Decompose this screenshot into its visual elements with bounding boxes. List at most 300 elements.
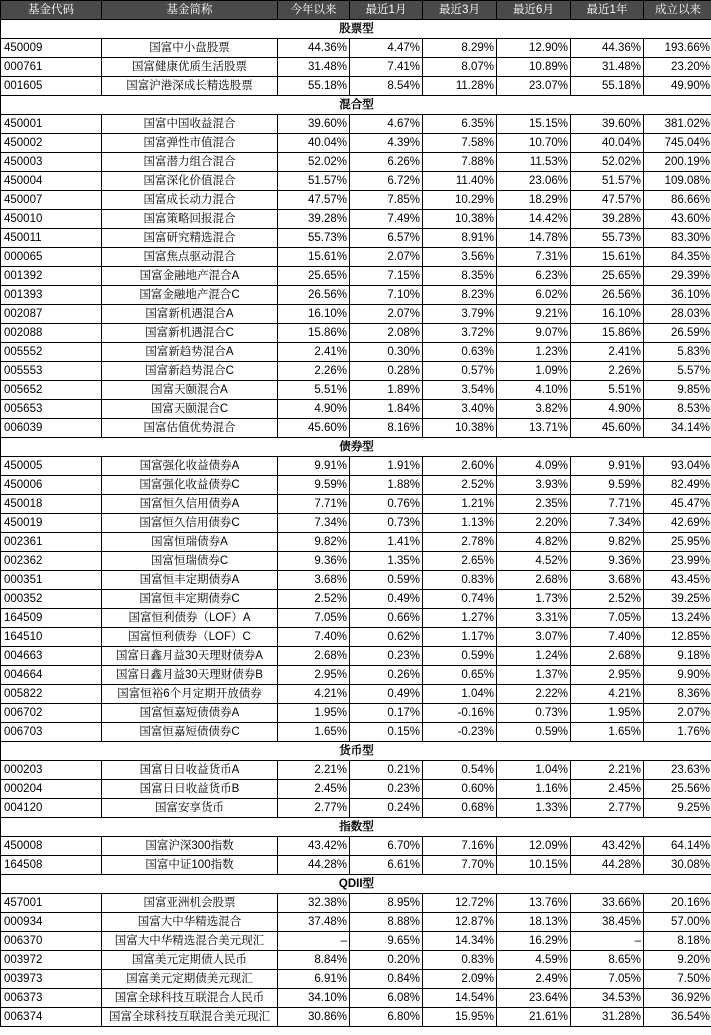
- return-1y: 9.91%: [571, 457, 644, 476]
- return-1m: 9.65%: [350, 932, 423, 951]
- table-row: [1, 932, 711, 951]
- fund-code: 005652: [1, 381, 102, 400]
- fund-name: 国富恒利债券（LOF）C: [102, 628, 278, 647]
- return-since-inception: 2.07%: [644, 704, 711, 723]
- return-1m: 0.20%: [350, 951, 423, 970]
- table-row: [1, 248, 711, 267]
- return-1m: 0.84%: [350, 970, 423, 989]
- return-1m: 7.15%: [350, 267, 423, 286]
- return-1m: 4.67%: [350, 115, 423, 134]
- table-row: [1, 951, 711, 970]
- return-since-inception: 64.14%: [644, 837, 711, 856]
- return-since-inception: 8.18%: [644, 932, 711, 951]
- return-since-inception: 9.90%: [644, 666, 711, 685]
- fund-name: 国富健康优质生活股票: [102, 58, 278, 77]
- fund-name: 国富新机遇混合A: [102, 305, 278, 324]
- fund-code: 164508: [1, 856, 102, 875]
- ytd-return: 9.36%: [278, 552, 350, 571]
- table-row: [1, 647, 711, 666]
- return-since-inception: 23.99%: [644, 552, 711, 571]
- return-6m: 9.21%: [497, 305, 571, 324]
- return-1y: 31.28%: [571, 1008, 644, 1027]
- table-row: [1, 381, 711, 400]
- return-1y: 43.42%: [571, 837, 644, 856]
- return-3m: 1.21%: [423, 495, 497, 514]
- return-1y: 2.45%: [571, 780, 644, 799]
- return-6m: 10.70%: [497, 134, 571, 153]
- table-row: [1, 77, 711, 96]
- return-1y: 34.53%: [571, 989, 644, 1008]
- return-since-inception: 20.16%: [644, 894, 711, 913]
- return-6m: 0.73%: [497, 704, 571, 723]
- table-row: [1, 894, 711, 913]
- ytd-return: 45.60%: [278, 419, 350, 438]
- fund-code: 002361: [1, 533, 102, 552]
- fund-name: 国富恒丰定期债券C: [102, 590, 278, 609]
- fund-name: 国富沪港深成长精选股票: [102, 77, 278, 96]
- ytd-return: 8.84%: [278, 951, 350, 970]
- table-row: [1, 514, 711, 533]
- return-3m: 2.65%: [423, 552, 497, 571]
- return-6m: 23.06%: [497, 172, 571, 191]
- header-6m: 最近6月: [497, 1, 571, 20]
- return-1m: 8.95%: [350, 894, 423, 913]
- table-row: [1, 913, 711, 932]
- return-1y: 9.36%: [571, 552, 644, 571]
- table-row: [1, 533, 711, 552]
- return-6m: 0.59%: [497, 723, 571, 742]
- return-3m: 8.23%: [423, 286, 497, 305]
- table-row: [1, 172, 711, 191]
- ytd-return: 2.41%: [278, 343, 350, 362]
- return-6m: 6.02%: [497, 286, 571, 305]
- return-1y: 15.61%: [571, 248, 644, 267]
- ytd-return: 7.05%: [278, 609, 350, 628]
- fund-code: 164510: [1, 628, 102, 647]
- fund-name: 国富研究精选混合: [102, 229, 278, 248]
- ytd-return: 15.86%: [278, 324, 350, 343]
- return-3m: 7.16%: [423, 837, 497, 856]
- fund-name: 国富成长动力混合: [102, 191, 278, 210]
- return-3m: 2.60%: [423, 457, 497, 476]
- return-3m: 12.87%: [423, 913, 497, 932]
- return-1y: 4.21%: [571, 685, 644, 704]
- fund-code: 004663: [1, 647, 102, 666]
- ytd-return: 7.71%: [278, 495, 350, 514]
- return-1y: 1.65%: [571, 723, 644, 742]
- table-row: [1, 419, 711, 438]
- table-row: [1, 989, 711, 1008]
- fund-name: 国富日鑫月益30天理财债券B: [102, 666, 278, 685]
- fund-name: 国富大中华精选混合: [102, 913, 278, 932]
- return-1y: –: [571, 932, 644, 951]
- return-1m: 1.91%: [350, 457, 423, 476]
- return-3m: 11.40%: [423, 172, 497, 191]
- return-1y: 5.51%: [571, 381, 644, 400]
- fund-code: 450009: [1, 39, 102, 58]
- ytd-return: 5.51%: [278, 381, 350, 400]
- return-1y: 3.68%: [571, 571, 644, 590]
- return-3m: 2.52%: [423, 476, 497, 495]
- fund-code: 000761: [1, 58, 102, 77]
- table-row: [1, 761, 711, 780]
- return-3m: 0.63%: [423, 343, 497, 362]
- fund-name: 国富恒嘉短债债券A: [102, 704, 278, 723]
- fund-code: 006702: [1, 704, 102, 723]
- return-1m: 8.54%: [350, 77, 423, 96]
- return-1y: 33.66%: [571, 894, 644, 913]
- return-1y: 9.59%: [571, 476, 644, 495]
- table-row: [1, 970, 711, 989]
- ytd-return: 55.18%: [278, 77, 350, 96]
- fund-name: 国富安享货币: [102, 799, 278, 818]
- return-6m: 13.76%: [497, 894, 571, 913]
- header-ytd: 今年以来: [278, 1, 350, 20]
- return-1m: 8.88%: [350, 913, 423, 932]
- table-row: [1, 856, 711, 875]
- return-since-inception: 200.19%: [644, 153, 711, 172]
- return-since-inception: 5.57%: [644, 362, 711, 381]
- header-since-inception: 成立以来: [644, 1, 711, 20]
- table-row: [1, 457, 711, 476]
- return-1y: 7.71%: [571, 495, 644, 514]
- return-since-inception: 193.66%: [644, 39, 711, 58]
- table-row: [1, 305, 711, 324]
- return-1m: 0.49%: [350, 590, 423, 609]
- return-1y: 44.36%: [571, 39, 644, 58]
- ytd-return: 39.60%: [278, 115, 350, 134]
- return-3m: 10.38%: [423, 210, 497, 229]
- return-6m: 14.78%: [497, 229, 571, 248]
- return-since-inception: 43.45%: [644, 571, 711, 590]
- fund-name: 国富天颐混合A: [102, 381, 278, 400]
- table-body: [1, 20, 711, 1027]
- return-1y: 45.60%: [571, 419, 644, 438]
- return-1y: 7.40%: [571, 628, 644, 647]
- return-1m: 1.84%: [350, 400, 423, 419]
- return-6m: 6.23%: [497, 267, 571, 286]
- return-6m: 4.82%: [497, 533, 571, 552]
- return-3m: 10.38%: [423, 419, 497, 438]
- return-1y: 2.77%: [571, 799, 644, 818]
- fund-code: 450018: [1, 495, 102, 514]
- fund-code: 005553: [1, 362, 102, 381]
- ytd-return: 2.21%: [278, 761, 350, 780]
- return-6m: 3.82%: [497, 400, 571, 419]
- return-1m: 0.76%: [350, 495, 423, 514]
- return-3m: 3.54%: [423, 381, 497, 400]
- return-since-inception: 9.20%: [644, 951, 711, 970]
- ytd-return: 9.59%: [278, 476, 350, 495]
- return-1m: 0.73%: [350, 514, 423, 533]
- return-since-inception: 45.47%: [644, 495, 711, 514]
- ytd-return: 4.21%: [278, 685, 350, 704]
- fund-code: 450006: [1, 476, 102, 495]
- fund-code: 164509: [1, 609, 102, 628]
- table-row: [1, 343, 711, 362]
- return-1y: 7.05%: [571, 609, 644, 628]
- return-1m: 0.66%: [350, 609, 423, 628]
- return-1m: 7.49%: [350, 210, 423, 229]
- return-1y: 26.56%: [571, 286, 644, 305]
- return-1y: 2.68%: [571, 647, 644, 666]
- return-6m: 13.71%: [497, 419, 571, 438]
- return-1m: 6.80%: [350, 1008, 423, 1027]
- return-6m: 1.37%: [497, 666, 571, 685]
- return-1y: 31.48%: [571, 58, 644, 77]
- return-since-inception: 28.03%: [644, 305, 711, 324]
- fund-name: 国富恒久信用债券A: [102, 495, 278, 514]
- fund-code: 000204: [1, 780, 102, 799]
- return-since-inception: 1.76%: [644, 723, 711, 742]
- return-1y: 1.95%: [571, 704, 644, 723]
- return-1m: 6.72%: [350, 172, 423, 191]
- return-since-inception: 34.14%: [644, 419, 711, 438]
- ytd-return: 4.90%: [278, 400, 350, 419]
- fund-code: 006039: [1, 419, 102, 438]
- ytd-return: 15.61%: [278, 248, 350, 267]
- table-row: [1, 229, 711, 248]
- fund-name: 国富潜力组合混合: [102, 153, 278, 172]
- return-1y: 2.21%: [571, 761, 644, 780]
- return-3m: 8.35%: [423, 267, 497, 286]
- fund-code: 004664: [1, 666, 102, 685]
- return-3m: -0.16%: [423, 704, 497, 723]
- ytd-return: 31.48%: [278, 58, 350, 77]
- fund-name: 国富估值优势混合: [102, 419, 278, 438]
- table-row: [1, 267, 711, 286]
- return-since-inception: 30.08%: [644, 856, 711, 875]
- return-1y: 55.73%: [571, 229, 644, 248]
- return-6m: 21.61%: [497, 1008, 571, 1027]
- table-row: [1, 153, 711, 172]
- return-6m: 1.73%: [497, 590, 571, 609]
- ytd-return: 47.57%: [278, 191, 350, 210]
- return-6m: 10.89%: [497, 58, 571, 77]
- fund-name: 国富新趋势混合A: [102, 343, 278, 362]
- fund-code: 450011: [1, 229, 102, 248]
- return-1y: 25.65%: [571, 267, 644, 286]
- return-1m: 2.07%: [350, 248, 423, 267]
- return-1y: 55.18%: [571, 77, 644, 96]
- return-6m: 14.42%: [497, 210, 571, 229]
- header-fund-name: 基金简称: [102, 1, 278, 20]
- return-3m: 3.79%: [423, 305, 497, 324]
- ytd-return: 1.95%: [278, 704, 350, 723]
- return-1y: 44.28%: [571, 856, 644, 875]
- return-6m: 18.29%: [497, 191, 571, 210]
- section-title: 货币型: [1, 742, 711, 761]
- return-1y: 4.90%: [571, 400, 644, 419]
- return-since-inception: 9.25%: [644, 799, 711, 818]
- fund-code: 001605: [1, 77, 102, 96]
- ytd-return: 30.86%: [278, 1008, 350, 1027]
- ytd-return: 51.57%: [278, 172, 350, 191]
- return-3m: 3.56%: [423, 248, 497, 267]
- fund-name: 国富日鑫月益30天理财债券A: [102, 647, 278, 666]
- table-row: [1, 571, 711, 590]
- section-title: 股票型: [1, 20, 711, 39]
- ytd-return: 40.04%: [278, 134, 350, 153]
- return-1m: 7.85%: [350, 191, 423, 210]
- ytd-return: 9.82%: [278, 533, 350, 552]
- return-3m: 0.57%: [423, 362, 497, 381]
- fund-code: 450003: [1, 153, 102, 172]
- ytd-return: 6.91%: [278, 970, 350, 989]
- section-title: 债券型: [1, 438, 711, 457]
- section-title: 指数型: [1, 818, 711, 837]
- return-1y: 38.45%: [571, 913, 644, 932]
- fund-name: 国富日日收益货币A: [102, 761, 278, 780]
- header-3m: 最近3月: [423, 1, 497, 20]
- return-since-inception: 36.54%: [644, 1008, 711, 1027]
- return-3m: 1.13%: [423, 514, 497, 533]
- return-since-inception: 13.24%: [644, 609, 711, 628]
- ytd-return: 52.02%: [278, 153, 350, 172]
- return-3m: 7.70%: [423, 856, 497, 875]
- fund-code: 457001: [1, 894, 102, 913]
- fund-name: 国富策略回报混合: [102, 210, 278, 229]
- fund-code: 450005: [1, 457, 102, 476]
- return-since-inception: 26.59%: [644, 324, 711, 343]
- ytd-return: 44.36%: [278, 39, 350, 58]
- return-since-inception: 83.30%: [644, 229, 711, 248]
- return-1y: 2.52%: [571, 590, 644, 609]
- section-title: QDII型: [1, 875, 711, 894]
- return-3m: 10.29%: [423, 191, 497, 210]
- fund-code: 450004: [1, 172, 102, 191]
- return-since-inception: 5.83%: [644, 343, 711, 362]
- section-row: [1, 742, 711, 761]
- return-since-inception: 29.39%: [644, 267, 711, 286]
- table-row: [1, 400, 711, 419]
- return-since-inception: 25.95%: [644, 533, 711, 552]
- return-since-inception: 43.60%: [644, 210, 711, 229]
- return-3m: 1.17%: [423, 628, 497, 647]
- return-3m: 0.68%: [423, 799, 497, 818]
- return-6m: 23.07%: [497, 77, 571, 96]
- ytd-return: 3.68%: [278, 571, 350, 590]
- return-3m: 6.35%: [423, 115, 497, 134]
- return-3m: 12.72%: [423, 894, 497, 913]
- return-3m: 8.07%: [423, 58, 497, 77]
- table-row: [1, 324, 711, 343]
- table-row: [1, 58, 711, 77]
- return-1m: 4.47%: [350, 39, 423, 58]
- return-3m: 0.59%: [423, 647, 497, 666]
- fund-name: 国富强化收益债券A: [102, 457, 278, 476]
- fund-code: 450001: [1, 115, 102, 134]
- return-3m: 1.04%: [423, 685, 497, 704]
- return-3m: 0.83%: [423, 571, 497, 590]
- return-1y: 7.05%: [571, 970, 644, 989]
- table-row: [1, 115, 711, 134]
- fund-code: 006374: [1, 1008, 102, 1027]
- fund-code: 002088: [1, 324, 102, 343]
- return-6m: 1.23%: [497, 343, 571, 362]
- ytd-return: 2.26%: [278, 362, 350, 381]
- return-6m: 15.15%: [497, 115, 571, 134]
- return-3m: 0.65%: [423, 666, 497, 685]
- return-since-inception: 36.10%: [644, 286, 711, 305]
- table-row: [1, 286, 711, 305]
- fund-code: 003972: [1, 951, 102, 970]
- table-row: [1, 590, 711, 609]
- table-row: [1, 191, 711, 210]
- section-row: [1, 20, 711, 39]
- table-row: [1, 723, 711, 742]
- return-1m: 0.23%: [350, 780, 423, 799]
- return-1m: 0.28%: [350, 362, 423, 381]
- table-row: [1, 1008, 711, 1027]
- fund-code: 000934: [1, 913, 102, 932]
- fund-code: 000065: [1, 248, 102, 267]
- return-1m: 7.41%: [350, 58, 423, 77]
- table-row: [1, 210, 711, 229]
- fund-name: 国富金融地产混合A: [102, 267, 278, 286]
- ytd-return: 2.52%: [278, 590, 350, 609]
- fund-code: 002362: [1, 552, 102, 571]
- fund-code: 002087: [1, 305, 102, 324]
- table-row: [1, 362, 711, 381]
- return-since-inception: 25.56%: [644, 780, 711, 799]
- fund-code: 005822: [1, 685, 102, 704]
- fund-code: 004120: [1, 799, 102, 818]
- ytd-return: 7.34%: [278, 514, 350, 533]
- section-row: [1, 438, 711, 457]
- return-6m: 3.93%: [497, 476, 571, 495]
- return-6m: 12.09%: [497, 837, 571, 856]
- ytd-return: 7.40%: [278, 628, 350, 647]
- return-6m: 4.52%: [497, 552, 571, 571]
- return-6m: 1.04%: [497, 761, 571, 780]
- return-since-inception: 9.18%: [644, 647, 711, 666]
- return-6m: 9.07%: [497, 324, 571, 343]
- fund-code: 005552: [1, 343, 102, 362]
- return-since-inception: 42.69%: [644, 514, 711, 533]
- fund-name: 国富金融地产混合C: [102, 286, 278, 305]
- return-since-inception: 86.66%: [644, 191, 711, 210]
- return-1y: 52.02%: [571, 153, 644, 172]
- return-since-inception: 381.02%: [644, 115, 711, 134]
- return-6m: 2.22%: [497, 685, 571, 704]
- header-1y: 最近1年: [571, 1, 644, 20]
- return-3m: 3.72%: [423, 324, 497, 343]
- return-3m: 7.58%: [423, 134, 497, 153]
- table-row: [1, 837, 711, 856]
- return-6m: 12.90%: [497, 39, 571, 58]
- fund-name: 国富弹性市值混合: [102, 134, 278, 153]
- fund-name: 国富恒嘉短债债券C: [102, 723, 278, 742]
- return-1m: 0.30%: [350, 343, 423, 362]
- return-1y: 2.26%: [571, 362, 644, 381]
- return-6m: 1.09%: [497, 362, 571, 381]
- return-3m: 0.74%: [423, 590, 497, 609]
- return-1y: 7.34%: [571, 514, 644, 533]
- fund-code: 001393: [1, 286, 102, 305]
- return-3m: 8.29%: [423, 39, 497, 58]
- return-3m: -0.23%: [423, 723, 497, 742]
- return-3m: 0.60%: [423, 780, 497, 799]
- return-1m: 6.57%: [350, 229, 423, 248]
- return-since-inception: 82.49%: [644, 476, 711, 495]
- ytd-return: 32.38%: [278, 894, 350, 913]
- fund-name: 国富大中华精选混合美元现汇: [102, 932, 278, 951]
- ytd-return: 16.10%: [278, 305, 350, 324]
- return-3m: 7.88%: [423, 153, 497, 172]
- return-1m: 7.10%: [350, 286, 423, 305]
- return-since-inception: 39.25%: [644, 590, 711, 609]
